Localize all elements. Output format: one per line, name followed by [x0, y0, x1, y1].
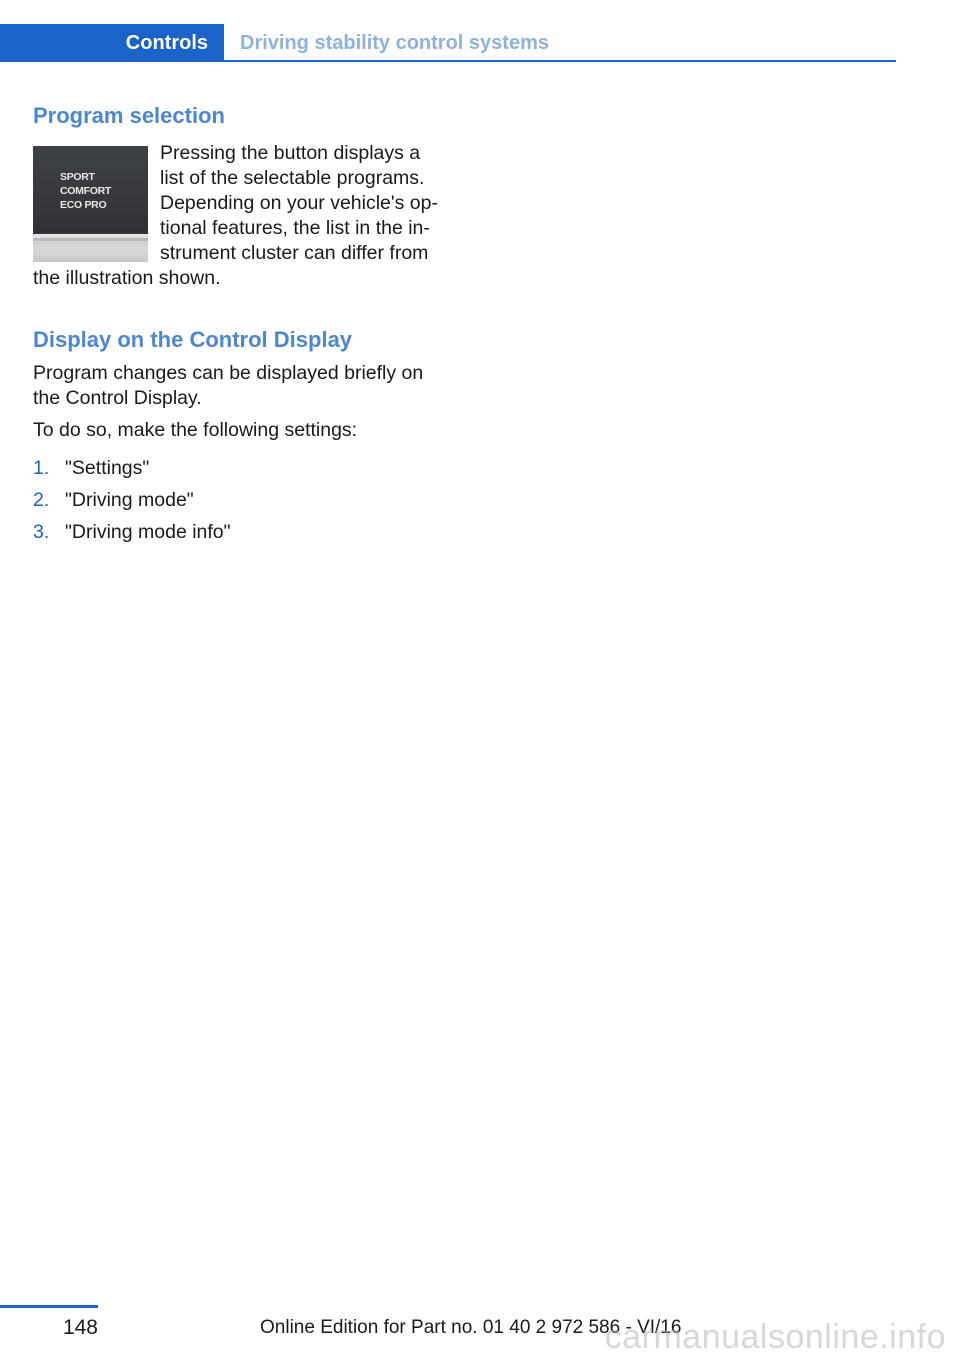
program-selection-heading: Program selection	[33, 103, 225, 128]
step-text: "Settings"	[65, 457, 150, 479]
figure-line-comfort: COMFORT	[60, 185, 111, 197]
footer-divider	[0, 1305, 98, 1308]
paragraph-line: Depending on your vehicle's op-	[160, 192, 438, 214]
step-number: 2.	[33, 489, 50, 511]
figure-line-sport: SPORT	[60, 171, 95, 183]
driving-mode-display-illustration	[33, 146, 148, 262]
paragraph-line: tional features, the list in the in-	[160, 217, 430, 239]
watermark: carmanualsonline.info	[604, 1318, 946, 1356]
edition-note: Online Edition for Part no. 01 40 2 972 586 - VI/16	[260, 1317, 682, 1338]
step-number: 3.	[33, 521, 50, 543]
step-number: 1.	[33, 457, 50, 479]
step-text: "Driving mode info"	[65, 521, 231, 543]
control-display-heading: Display on the Control Display	[33, 327, 353, 352]
step-text: "Driving mode"	[65, 489, 194, 511]
program-selection-paragraph	[160, 141, 438, 266]
paragraph-line: strument cluster can differ from	[160, 242, 429, 264]
paragraph-line: Program changes can be displayed briefly on	[33, 362, 424, 384]
paragraph-line: the Control Display.	[33, 387, 202, 409]
page-number: 148	[62, 1316, 98, 1339]
instrument-cluster-screen	[33, 146, 148, 234]
paragraph-line: the illustration shown.	[33, 267, 221, 289]
paragraph-line: Pressing the button displays a	[160, 142, 421, 164]
header-divider	[224, 60, 896, 62]
chapter-tab: Controls	[0, 24, 224, 62]
instrument-cluster-bezel	[33, 234, 148, 262]
section-title: Driving stability control systems	[240, 32, 549, 54]
figure-line-eco-pro: ECO PRO	[60, 199, 107, 211]
paragraph-line: list of the selectable programs.	[160, 167, 425, 189]
control-display-paragraph	[33, 361, 423, 411]
settings-intro: To do so, make the following settings:	[33, 419, 358, 441]
